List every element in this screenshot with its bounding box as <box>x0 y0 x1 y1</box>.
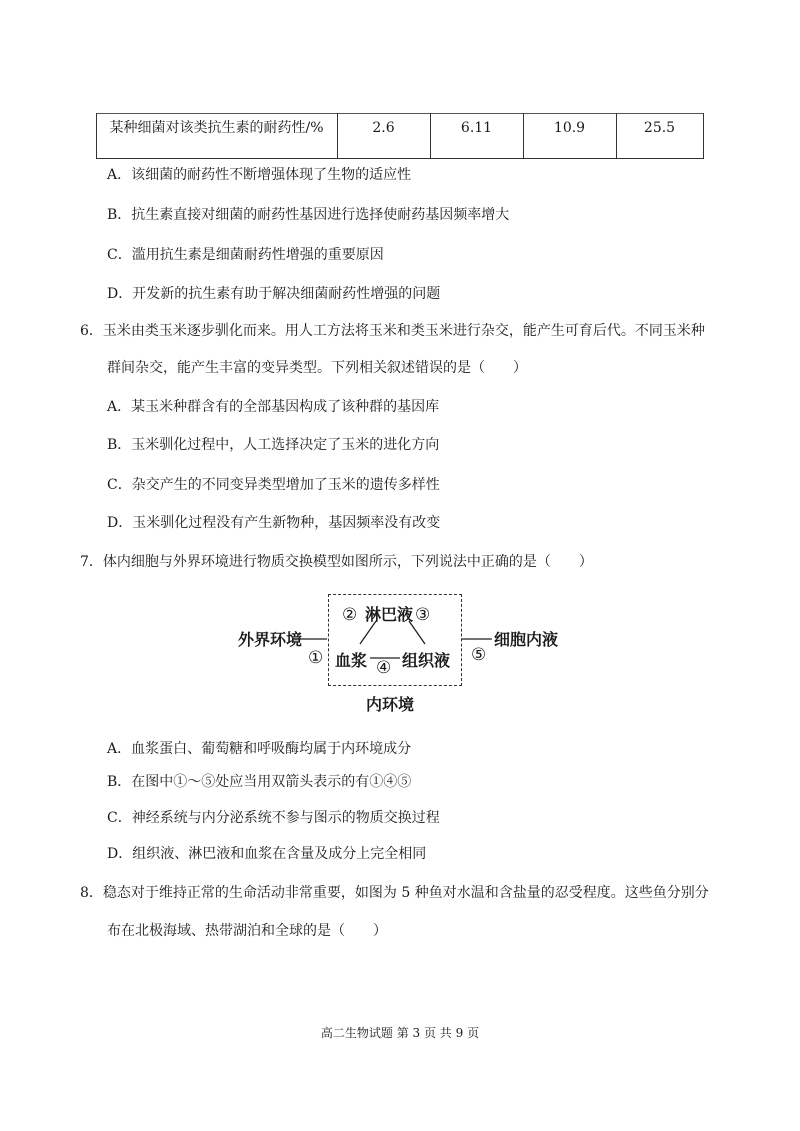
q7-option-c: C．神经系统与内分泌系统不参与图示的物质交换过程 <box>107 810 440 826</box>
q6-option-d: D．玉米驯化过程没有产生新物种，基因频率没有改变 <box>107 515 441 531</box>
q6-option-c: C．杂交产生的不同变异类型增加了玉米的遗传多样性 <box>107 477 440 493</box>
tissue-fluid-label: 组织液 <box>402 651 451 670</box>
lymph-label: 淋巴液 <box>365 605 414 624</box>
q6-option-a: A．某玉米种群含有的全部基因构成了该种群的基因库 <box>107 399 440 415</box>
marker-1: ① <box>308 648 324 668</box>
page-footer: 高二生物试题 第 3 页 共 9 页 <box>320 1026 480 1040</box>
marker-2: ② <box>342 605 358 625</box>
q8-stem-line2: 布在北极海域、热带湖泊和全球的是（ ） <box>107 923 387 939</box>
table-cell: 2.6 <box>372 120 395 136</box>
table-cell: 10.9 <box>553 120 586 136</box>
q7-option-a: A．血浆蛋白、葡萄糖和呼吸酶均属于内环境成分 <box>107 741 412 757</box>
q7-stem: 7．体内细胞与外界环境进行物质交换模型如图所示，下列说法中正确的是（ ） <box>80 554 593 570</box>
marker-3: ③ <box>415 605 431 625</box>
q6-stem-line1: 6．玉米由类玉米逐步驯化而来。用人工方法将玉米和类玉米进行杂交，能产生可育后代。不同玉米种 <box>80 323 705 339</box>
q7-option-d: D．组织液、淋巴液和血浆在含量及成分上完全相同 <box>107 846 427 862</box>
q5-option-d: D．开发新的抗生素有助于解决细菌耐药性增强的问题 <box>107 286 441 302</box>
table-cell: 25.5 <box>643 120 676 136</box>
table-border-right <box>703 113 704 159</box>
marker-4: ④ <box>376 658 392 678</box>
q5-option-c: C．滥用抗生素是细菌耐药性增强的重要原因 <box>107 247 384 263</box>
q7-option-b: B．在图中①～⑤处应当用双箭头表示的有①④⑤ <box>107 774 412 790</box>
resistance-table <box>96 113 704 159</box>
internal-environment-label: 内环境 <box>366 695 415 714</box>
q6-stem-line2: 群间杂交，能产生丰富的变异类型。下列相关叙述错误的是（ ） <box>107 360 527 376</box>
q5-option-b: B．抗生素直接对细菌的耐药性基因进行选择使耐药基因频率增大 <box>107 207 510 223</box>
body-fluid-diagram <box>230 590 570 720</box>
plasma-label: 血浆 <box>335 651 368 670</box>
intracellular-fluid-label: 细胞内液 <box>494 630 559 649</box>
table-row-label: 某种细菌对该类抗生素的耐药性/% <box>109 120 324 136</box>
q5-option-a: A．该细菌的耐药性不断增强体现了生物的适应性 <box>107 167 412 183</box>
q8-stem-line1: 8．稳态对于维持正常的生命活动非常重要，如图为 5 种鱼对水温和含盐量的忍受程度。这些鱼分别分 <box>80 885 709 901</box>
q6-option-b: B．玉米驯化过程中，人工选择决定了玉米的进化方向 <box>107 437 440 453</box>
marker-5: ⑤ <box>471 645 487 665</box>
outside-environment-label: 外界环境 <box>238 630 303 649</box>
table-cell: 6.11 <box>460 120 493 136</box>
